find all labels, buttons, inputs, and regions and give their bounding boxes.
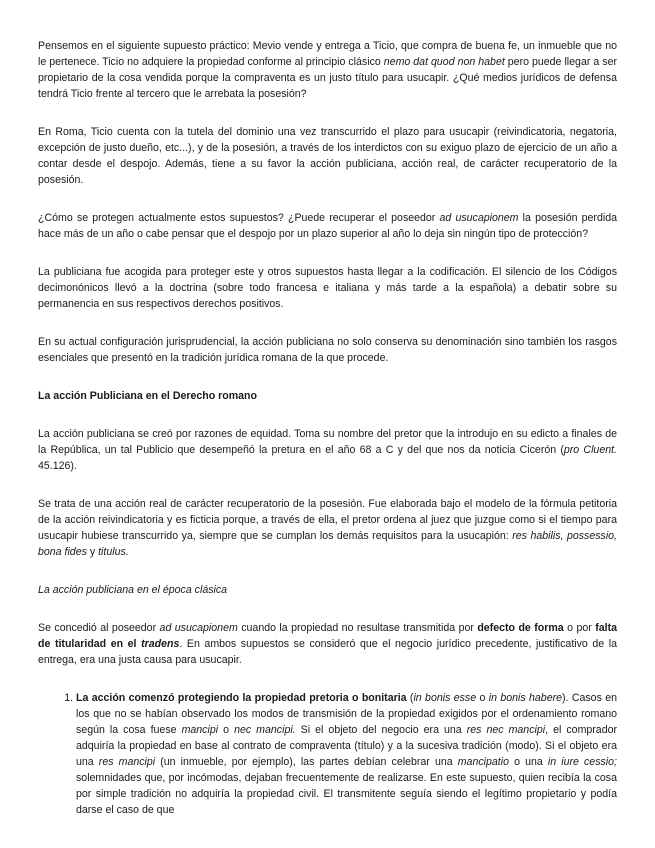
text-run: Pensemos en el siguiente supuesto práctico: Mevio vende y entrega a Ticio, que compra de buena fe, un inmueble que no le pertenece. Ticio no adquiere la propiedad conforme al principio clásico: [38, 40, 617, 68]
latin-phrase: res mancipi: [98, 756, 156, 768]
subsection-heading: La acción publiciana en el época clásica: [38, 584, 228, 596]
latin-phrase: mancipatio: [457, 756, 509, 768]
text-run: , el comprador adquiría la propiedad en base al contrato de compraventa (título) y a la sucesiva tradición (modo). Si el objeto era una: [76, 724, 618, 768]
list-item: [76, 690, 617, 818]
paragraph-6: [38, 426, 617, 474]
text-run: ). Casos en los que no se habían observado los modos de transmisión de la propiedad exigidos por el ordenamiento romano según la cosa fuese: [76, 692, 618, 736]
paragraph-4: La publiciana fue acogida para proteger este y otros supuestos hasta llegar a la codificación. El silencio de los Códigos decimonónicos llevó a la doctrina (sobre todo francesa e italiana y más tarde a la española) a debatir sobre su permanencia en sus respectivos derechos positivos.: [38, 266, 617, 310]
text-run: pero puede llegar a ser propietario de la cosa vendida porque la compraventa es un justo título para usucapir. ¿Qué medios jurídicos de defensa tendrá Ticio frente al tercero que le arrebata la posesión?: [38, 56, 617, 100]
section-heading: La acción Publiciana en el Derecho romano: [38, 390, 258, 402]
latin-phrase: in bonis esse: [413, 692, 477, 704]
text-run: o: [476, 692, 489, 704]
text-run: 45.126).: [38, 460, 77, 472]
latin-phrase: res nec mancipi: [466, 724, 546, 736]
text-run: y: [86, 546, 99, 558]
latin-phrase: nemo dat quod non habet: [383, 56, 505, 68]
latin-phrase: titulus.: [98, 546, 129, 558]
latin-phrase: in iure cessio;: [547, 756, 617, 768]
latin-phrase: ad usucapionem: [439, 212, 519, 224]
paragraph-5: En su actual configuración jurisprudencial, la acción publiciana no solo conserva su denominación sino también los rasgos esenciales que presentó en la tradición jurídica romana de la que procede.: [38, 336, 617, 364]
latin-phrase: nec mancipi.: [234, 724, 296, 736]
latin-phrase: res habilis, possessio, bona fides: [38, 530, 618, 558]
latin-phrase: mancipi: [181, 724, 219, 736]
text-run: Si el objeto del negocio era una: [295, 724, 467, 736]
text-run: La acción publiciana se creó por razones de equidad. Toma su nombre del pretor que la introdujo en su edicto a finales de la República, un tal Publicio que desempeñó la pretura en el año 68 a C y del que nos da noticia Cicerón (: [38, 428, 617, 456]
paragraph-1: [38, 38, 617, 102]
bold-term: defecto de forma: [477, 622, 564, 634]
numbered-list: [38, 690, 617, 818]
text-run: Se concedió al poseedor: [38, 622, 160, 634]
latin-phrase: ad usucapionem: [159, 622, 238, 634]
text-run: cuando la propiedad no resultase transmitida por: [237, 622, 478, 634]
bold-term: La acción comenzó protegiendo la propiedad pretoria o bonitaria: [76, 692, 407, 704]
text-run: Se trata de una acción real de carácter recuperatorio de la posesión. Fue elaborada bajo el modelo de la fórmula petitoria de la acción reivindicatoria y es ficticia porque, a través de ella, el pretor ordena al juez que juzgue como si el tiempo para usucapir hubiese transcurrido ya, siempre que se cumplan los demás requisitos para la usucapión:: [38, 498, 617, 542]
paragraph-7: [38, 496, 617, 560]
text-run: (: [406, 692, 414, 704]
latin-phrase: in bonis habere: [488, 692, 563, 704]
bold-latin-term: tradens: [141, 638, 180, 650]
paragraph-3: [38, 210, 617, 242]
text-run: o por: [563, 622, 596, 634]
bold-term: falta de titularidad en el: [38, 622, 618, 650]
paragraph-8: [38, 620, 617, 668]
text-run: solemnidades que, por incómodas, dejaban frecuentemente de realizarse. En este supuesto, quien recibía la cosa por simple tradición no adquiría la propiedad civil. El transmitente seguía siendo el legítimo propietario y podía darse el caso de que: [76, 772, 617, 816]
text-run: . En ambos supuestos se consideró que el negocio jurídico precedente, justificativo de la entrega, era una justa causa para usucapir.: [38, 638, 617, 666]
text-run: o una: [508, 756, 548, 768]
text-run: (un inmueble, por ejemplo), las partes debían celebrar una: [155, 756, 458, 768]
text-run: la posesión perdida hace más de un año o cabe pensar que el despojo por un plazo superior al año lo deja sin ningún tipo de protección?: [38, 212, 617, 240]
text-run: ¿Cómo se protegen actualmente estos supuestos? ¿Puede recuperar el poseedor: [38, 212, 440, 224]
paragraph-2: En Roma, Ticio cuenta con la tutela del dominio una vez transcurrido el plazo para usucapir (reivindicatoria, negatoria, excepción de justo dueño, etc...), y de la posesión, a través de los interdictos con su exiguo plazo de ejercicio de un año a contar desde el despojo. Además, tiene a su favor la acción publiciana, acción real, de carácter recuperatorio de la posesión.: [38, 126, 617, 186]
citation: pro Cluent.: [563, 444, 617, 456]
text-run: o: [218, 724, 235, 736]
